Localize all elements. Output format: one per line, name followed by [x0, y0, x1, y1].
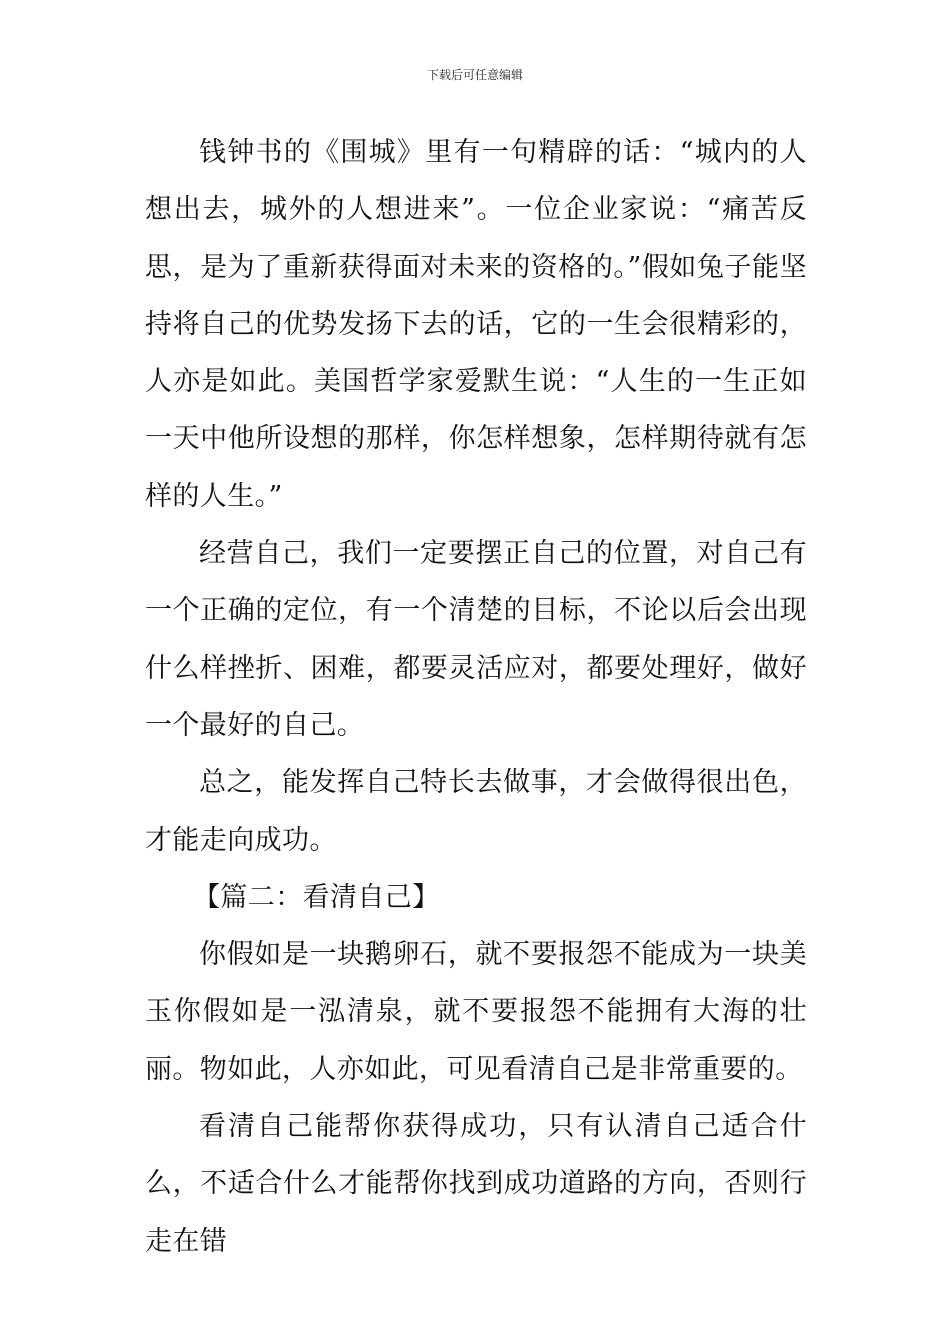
paragraph-pebble-spring: 你假如是一块鹅卵石，就不要报怨不能成为一块美玉你假如是一泓清泉，就不要报怨不能拥有大海的壮丽。物如此，人亦如此，可见看清自己是非常重要的。	[145, 939, 807, 1085]
paragraph-conclusion: 总之，能发挥自己特长去做事，才会做得很出色，才能走向成功。	[145, 767, 807, 856]
document-body	[145, 124, 807, 1270]
paragraph-manage-yourself: 经营自己，我们一定要摆正自己的位置，对自己有一个正确的定位，有一个清楚的目标，不论以后会出现什么样挫折、困难，都要灵活应对，都要处理好，做好一个最好的自己。	[145, 538, 807, 741]
paragraph-weicheng-quote: 钱钟书的《围城》里有一句精辟的话：“城内的人想出去，城外的人想进来”。一位企业家说：“痛苦反思，是为了重新获得面对未来的资格的。”假如兔子能坚持将自己的优势发扬下去的话，它的一生会很精彩的，人亦是如此。美国哲学家爱默生说：“人生的一生正如一天中他所设想的那样，你怎样想象，怎样期待就有怎样的人生。”	[145, 137, 807, 512]
page-header-note: 下载后可任意编辑	[426, 68, 523, 82]
paragraph-know-yourself: 看清自己能帮你获得成功，只有认清自己适合什么，不适合什么才能帮你找到成功道路的方向，否则行走在错	[145, 1111, 807, 1257]
section-title-part-two: 【篇二：看清自己】	[193, 881, 440, 913]
